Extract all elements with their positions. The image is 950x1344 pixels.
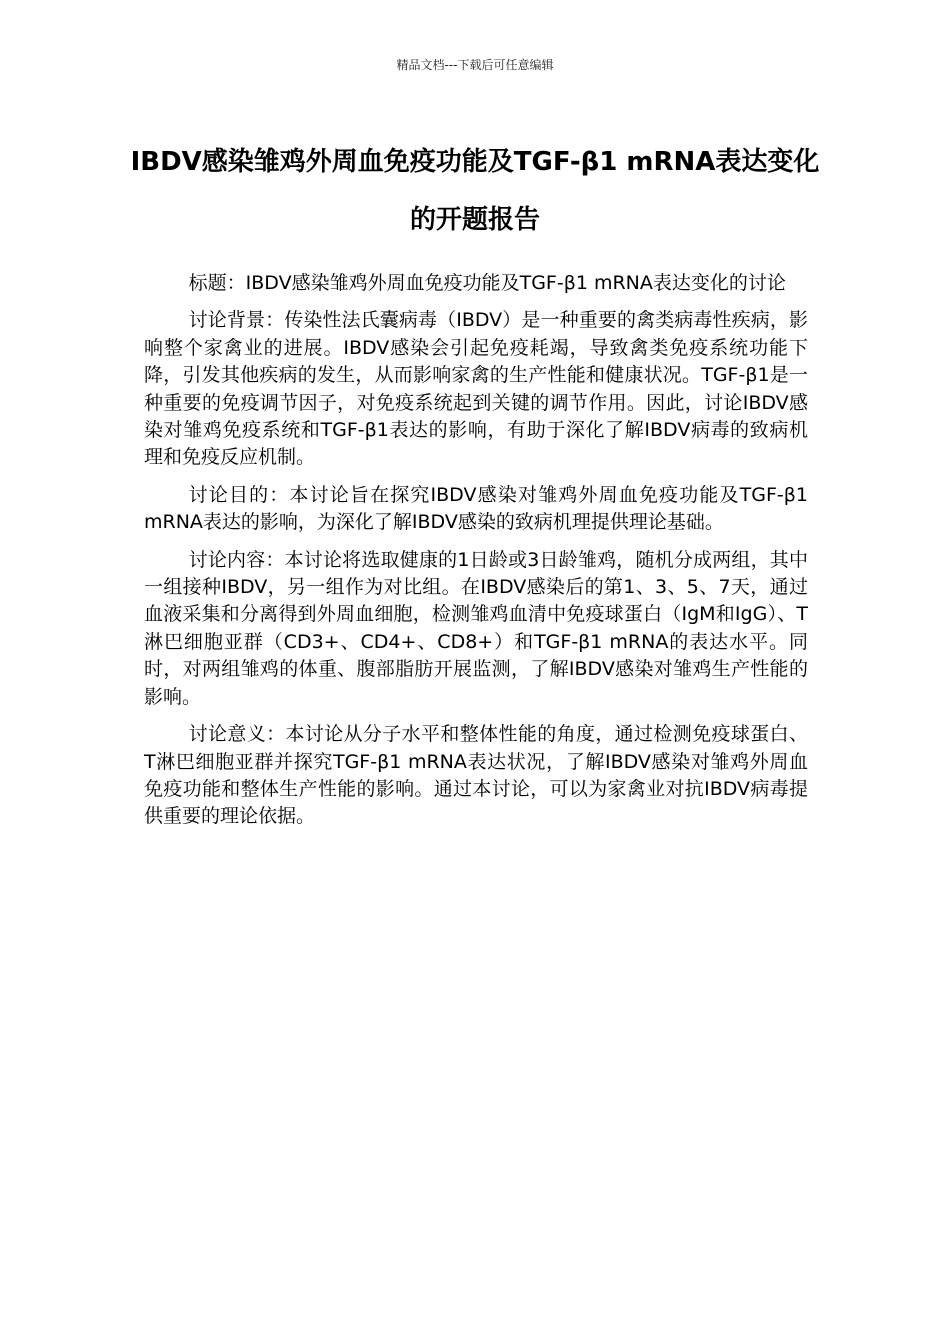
paragraph-label: 讨论内容： [188, 548, 285, 571]
paragraph-label: 讨论背景： [188, 309, 285, 332]
header-note: 精品文档---下载后可任意编辑 [396, 58, 554, 72]
paragraph-content [144, 547, 808, 711]
paragraph-purpose [144, 482, 808, 537]
paragraph-label: 标题： [188, 272, 246, 294]
paragraph-text: IBDV感染雏鸡外周血免疫功能及TGF-β1 mRNA表达变化的讨论 [245, 272, 786, 294]
paragraph-background [144, 307, 808, 471]
paragraph-text: 传染性法氏囊病毒（IBDV）是一种重要的禽类病毒性疾病，影响整个家禽业的进展。IBDV感染会引起免疫耗竭，导致禽类免疫系统功能下降，引发其他疾病的发生，从而影响家禽的生产性能和健康状况。TGF-β1是一种重要的免疫调节因子，对免疫系统起到关键的调节作用。因此，讨论IBDV感染对雏鸡免疫系统和TGF-β1表达的影响，有助于深化了解IBDV病毒的致病机理和免疫反应机制。 [144, 309, 808, 469]
paragraph-label: 讨论意义： [188, 723, 286, 746]
document-body [144, 270, 808, 841]
paragraph-label: 讨论目的： [188, 483, 290, 506]
paragraph-significance [144, 721, 808, 831]
paragraph-text: 本讨论旨在探究IBDV感染对雏鸡外周血免疫功能及TGF-β1 mRNA表达的影响，为深化了解IBDV感染的致病机理提供理论基础。 [144, 483, 808, 534]
paragraph-text: 本讨论将选取健康的1日龄或3日龄雏鸡，随机分成两组，其中一组接种IBDV，另一组作为对比组。在IBDV感染后的第1、3、5、7天，通过血液采集和分离得到外周血细胞，检测雏鸡血清中免疫球蛋白（IgM和IgG）、T淋巴细胞亚群（CD3+、CD4+、CD8+）和TGF-β1 mRNA的表达水平。同时，对两组雏鸡的体重、腹部脂肪开展监测，了解IBDV感染对雏鸡生产性能的影响。 [144, 548, 808, 708]
paragraph-topic [144, 270, 808, 297]
document-title: IBDV感染雏鸡外周血免疫功能及TGF-β1 mRNA表达变化的开题报告 [130, 147, 820, 235]
paragraph-text: 本讨论从分子水平和整体性能的角度，通过检测免疫球蛋白、T淋巴细胞亚群并探究TGF-β1 mRNA表达状况，了解IBDV感染对雏鸡外周血免疫功能和整体生产性能的影响。通过本讨论，可以为家禽业对抗IBDV病毒提供重要的理论依据。 [144, 723, 808, 828]
